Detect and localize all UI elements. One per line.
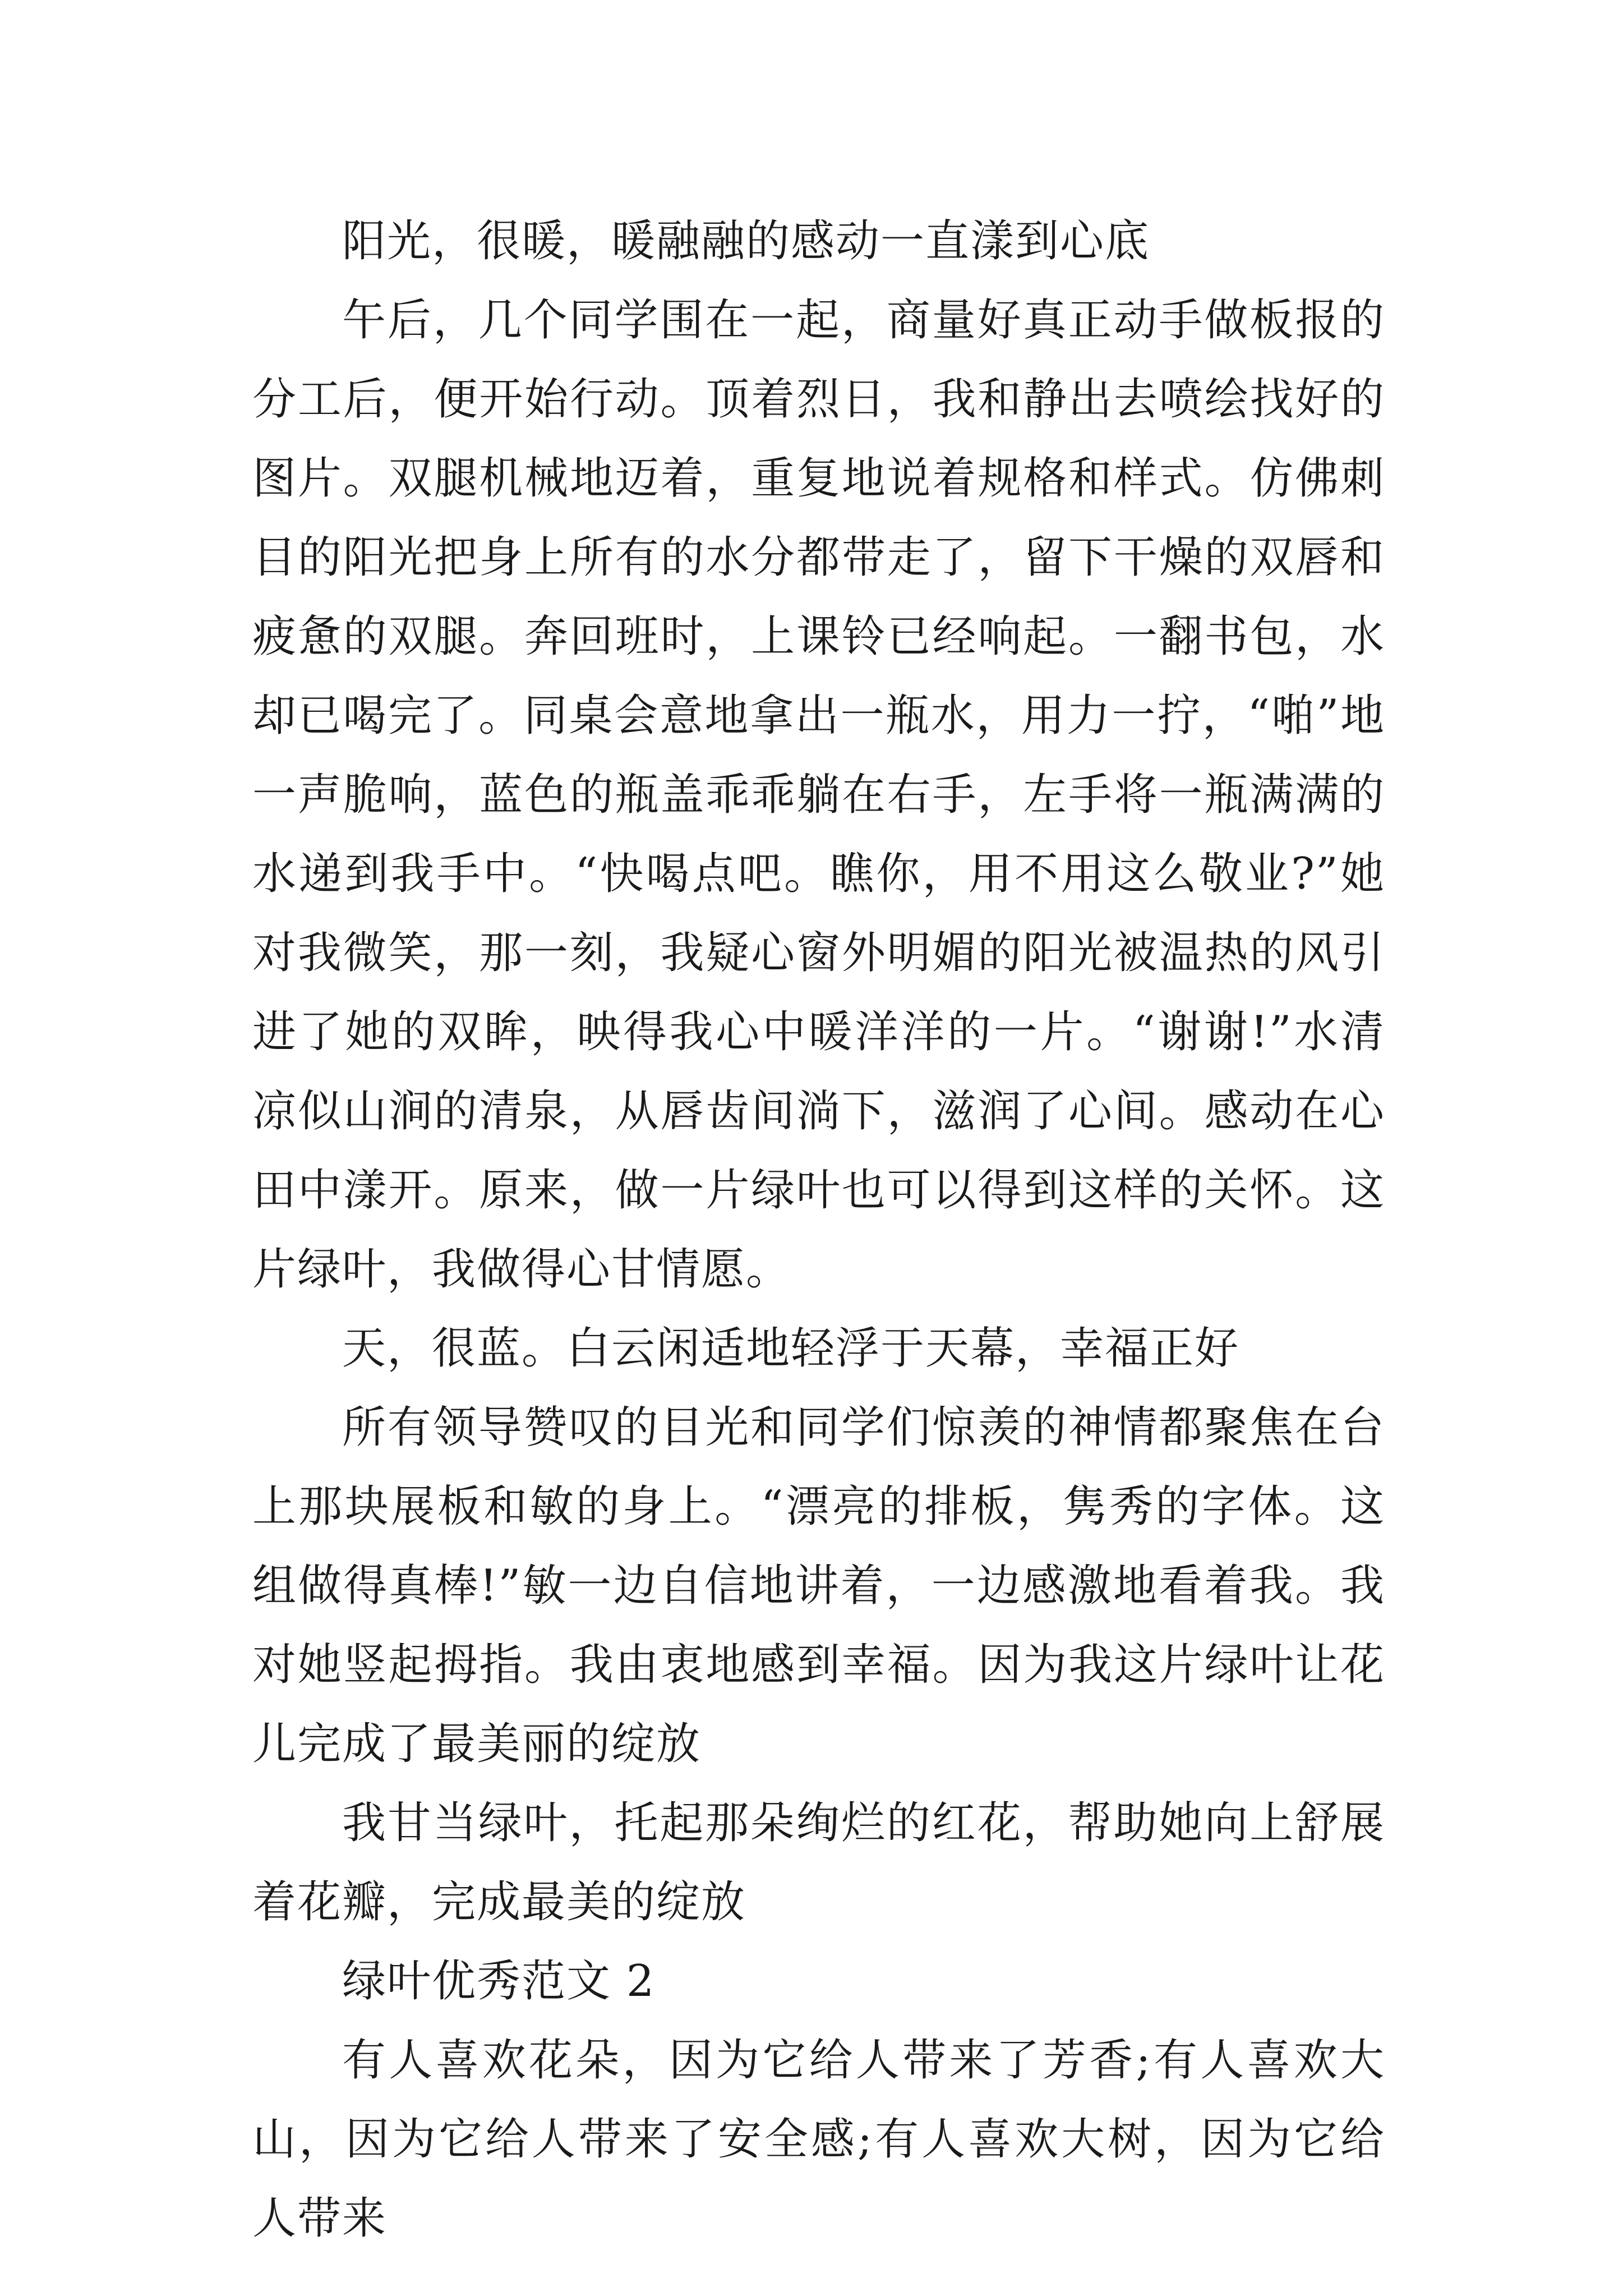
paragraph-afternoon: 午后，几个同学围在一起，商量好真正动手做板报的分工后，便开始行动。顶着烈日，我和静出去喷绘找好的图片。双腿机械地迈着，重复地说着规格和样式。仿佛刺目的阳光把身上所有的水分都带走了，留下干燥的双唇和疲惫的双腿。奔回班时，上课铃已经响起。一翻书包，水却已喝完了。同桌会意地拿出一瓶水，用力一拧，“啪”地一声脆响，蓝色的瓶盖乖乖躺在右手，左手将一瓶满满的水递到我手中。“快喝点吧。瞧你，用不用这么敬业?”她对我微笑，那一刻，我疑心窗外明媚的阳光被温热的风引进了她的双眸，映得我心中暖洋洋的一片。“谢谢!”水清凉似山涧的清泉，从唇齿间淌下，滋润了心间。感动在心田中漾开。原来，做一片绿叶也可以得到这样的关怀。这片绿叶，我做得心甘情愿。 xyxy=(252,295,1385,1295)
paragraph-essay-2-intro: 有人喜欢花朵，因为它给人带来了芳香;有人喜欢大山，因为它给人带来了安全感;有人喜欢大树，因为它给人带来 xyxy=(252,2035,1385,2244)
paragraph-sky: 天，很蓝。白云闲适地轻浮于天幕，幸福正好 xyxy=(342,1323,1240,1374)
paragraph-praise: 所有领导赞叹的目光和同学们惊羡的神情都聚焦在台上那块展板和敏的身上。“漂亮的排板，隽秀的字体。这组做得真棒!”敏一边自信地讲着，一边感激地看着我。我对她竖起拇指。我由衷地感到幸福。因为我这片绿叶让花儿完成了最美丽的绽放 xyxy=(252,1402,1385,1769)
paragraph-green-leaf: 我甘当绿叶，托起那朵绚烂的红花，帮助她向上舒展着花瓣，完成最美的绽放 xyxy=(252,1798,1385,1927)
document-body xyxy=(252,202,1385,2258)
section-heading: 绿叶优秀范文 2 xyxy=(342,1956,656,2007)
paragraph-sunshine: 阳光，很暖，暖融融的感动一直漾到心底 xyxy=(342,216,1150,266)
